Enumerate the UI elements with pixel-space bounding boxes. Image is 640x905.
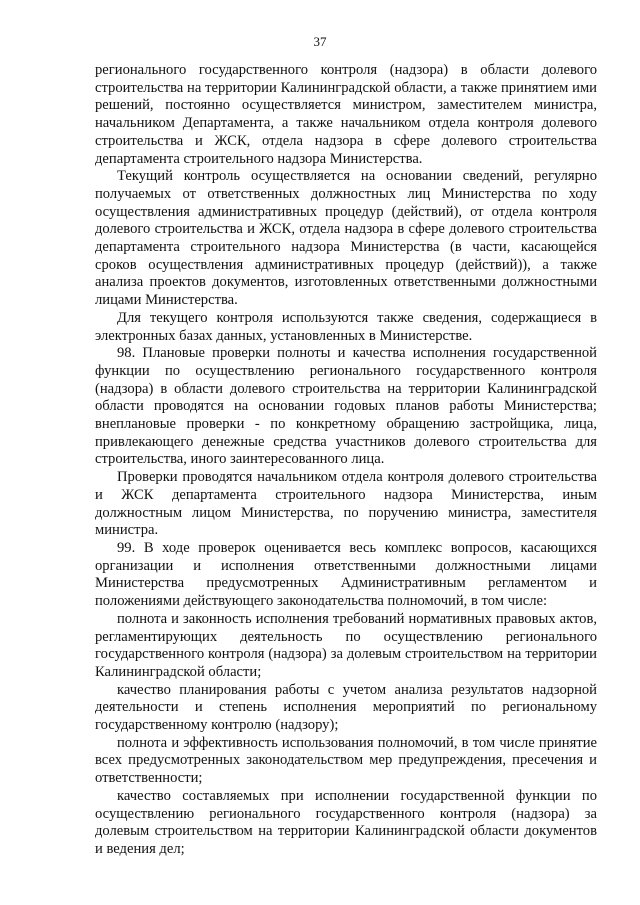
paragraph-99: 99. В ходе проверок оценивается весь комплекс вопросов, касающихся организации и исполнения ответственными должностными лицами Министерства предусмотренных Административным регламентом и положениями действующего законодательства полномочий, в том числе: xyxy=(95,539,597,610)
page-number: 37 xyxy=(313,34,327,49)
list-item-document-quality: качество составляемых при исполнении государственной функции по осуществлению регионального государственного контроля (надзора) за долевым строительством на территории Калининградской области документов и ведения дел; xyxy=(95,787,597,857)
list-item-completeness-legality: полнота и законность исполнения требований нормативных правовых актов, регламентирующих деятельность по осуществлению регионального государственного контроля (надзора) за долевым строительством на территории Калининградской области; xyxy=(95,610,597,680)
paragraph-98: 98. Плановые проверки полноты и качества исполнения государственной функции по осуществлению регионального государственного контроля (надзора) в области долевого строительства на территории Калининградской области проводятся на основании годовых планов работы Министерства; внеплановые проверки - по конкретному обращению застройщика, лица, привлекающего денежные средства участников долевого строительства для строительства, иного заинтересованного лица. xyxy=(95,345,597,468)
list-item-planning-quality: качество планирования работы с учетом анализа результатов надзорной деятельности и степень исполнения мероприятий по региональному государственному контролю (надзору); xyxy=(95,681,597,734)
paragraph-current-control: Текущий контроль осуществляется на основании сведений, регулярно получаемых от ответственных должностных лиц Министерства по ходу осуществления административных процедур (действий), от отдела контроля долевого строительства и ЖСК, отдела надзора в сфере долевого строительства департамента строительного надзора Министерства (в части, касающейся сроков осуществления административных процедур (действий)), а также анализа проектов документов, изготовленных ответственными должностными лицами Министерства. xyxy=(95,168,597,309)
list-item-authority-effectiveness: полнота и эффективность использования полномочий, в том числе принятие всех предусмотренных законодательством мер предупреждения, пресечения и ответственности; xyxy=(95,734,597,787)
paragraph-inspections: Проверки проводятся начальником отдела контроля долевого строительства и ЖСК департамента строительного надзора Министерства, иным должностным лицом Министерства, по поручению министра, заместителя министра. xyxy=(95,469,597,539)
paragraph-continuation: регионального государственного контроля (надзора) в области долевого строительства на территории Калининградской области, а также принятием ими решений, постоянно осуществляется министром, заместителем министра, начальником Департамента, а также начальником отдела контроля долевого строительства и ЖСК, отдела надзора в сфере долевого строительства департамента строительного надзора Министерства. xyxy=(95,62,597,167)
paragraph-electronic-databases: Для текущего контроля используются также сведения, содержащиеся в электронных базах данных, установленных в Министерстве. xyxy=(95,309,597,344)
document-body xyxy=(95,62,597,859)
